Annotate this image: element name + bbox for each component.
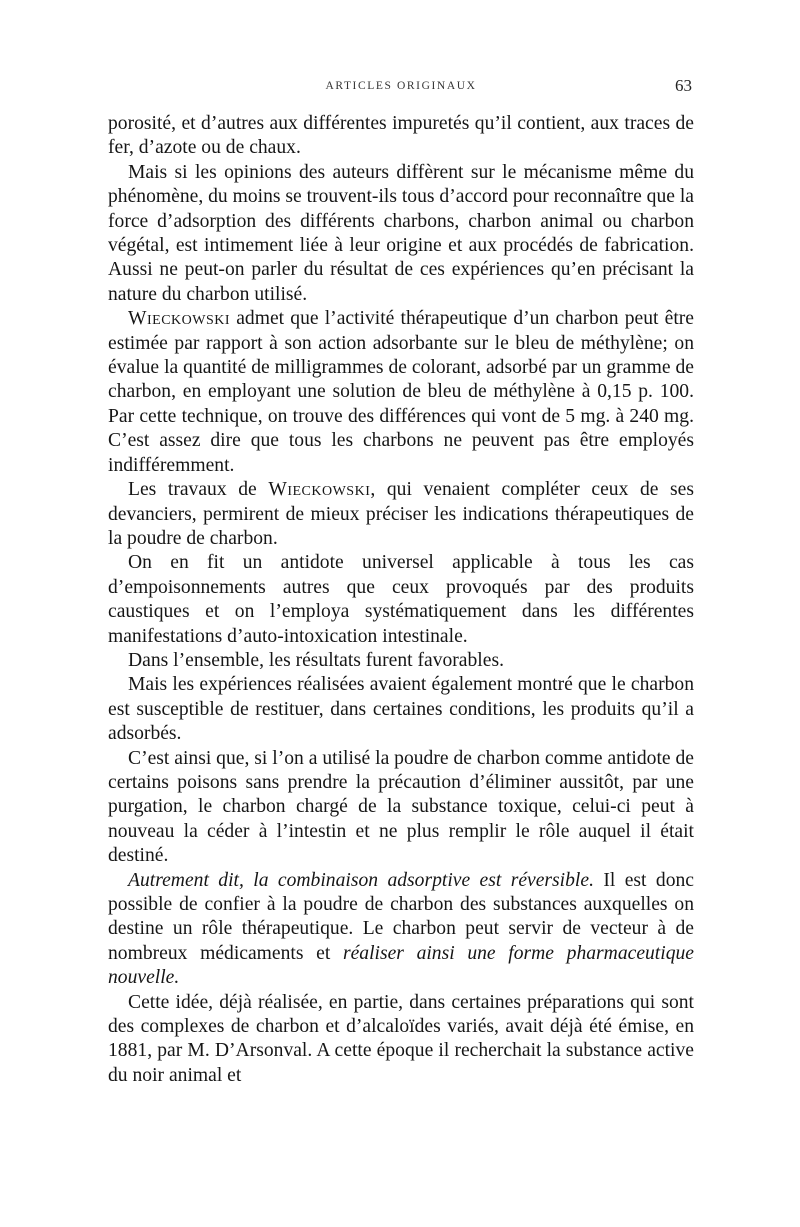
paragraph-text: Les travaux de bbox=[128, 479, 269, 501]
paragraph-2: Mais si les opinions des auteurs diffèrent sur le mécanisme même du phénomène, du moins se trouvent-ils tous d’accord pour reconnaître que la force d’adsorption des différents charbons, charbon animal ou charbon végétal, est intimement liée à leur origine et aux procédés de fabrication. Aussi ne peut-on parler du résultat de ces expériences qu’en précisant la nature du charbon utilisé. bbox=[108, 161, 695, 305]
paragraph-1: porosité, et d’autres aux différentes impuretés qu’il contient, aux traces de fer, d’azote ou de chaux. bbox=[108, 113, 694, 159]
italic-phrase: réaliser ainsi une forme pharmaceutique nouvelle. bbox=[108, 942, 694, 989]
author-name: Wieckowski bbox=[268, 479, 371, 501]
running-title: ARTICLES ORIGINAUX bbox=[325, 80, 477, 92]
paragraph-text: Il est donc possible de confier à la poudre de charbon des substances auxquelles on destine un rôle thérapeutique. Le charbon peut servir de vecteur à de nombreux médicaments et bbox=[108, 869, 694, 964]
running-header bbox=[108, 74, 694, 102]
paragraph-8: C’est ainsi que, si l’on a utilisé la poudre de charbon comme antidote de certains poisons sans prendre la précaution d’éliminer aussitôt, par une purgation, le charbon chargé de la substance toxique, celui-ci peut à nouveau la céder à l’intestin et ne plus remplir le rôle auquel il était destiné. bbox=[108, 747, 694, 867]
book-page bbox=[108, 74, 694, 1088]
paragraph-text: , qui venaient compléter ceux de ses devanciers, permirent de mieux préciser les indications thérapeutiques de la poudre de charbon. bbox=[108, 479, 695, 549]
paragraph-text: admet que l’activité thérapeutique d’un charbon peut être estimée par rapport à son action adsorbante sur le bleu de méthylène; on évalue la quantité de milligrammes de colorant, adsorbé par un gramme de charbon, en employant une solution de bleu de méthylène à 0,15 p. 100. Par cette technique, on trouve des différences qui vont de 5 mg. à 240 mg. C’est assez dire que tous les charbons ne peuvent pas être employés indifféremment. bbox=[108, 308, 694, 476]
paragraph-7: Mais les expériences réalisées avaient également montré que le charbon est susceptible de restituer, dans certaines conditions, les produits qu’il a adsorbés. bbox=[108, 674, 694, 745]
paragraph-6: Dans l’ensemble, les résultats furent favorables. bbox=[128, 649, 504, 671]
page-number: 63 bbox=[675, 76, 692, 95]
paragraph-5: On en fit un antidote universel applicable à tous les cas d’empoisonnements autres que ceux provoqués par des produits caustiques et on l’employa systématiquement dans les différentes manifestations d’auto-intoxication intestinale. bbox=[108, 552, 694, 647]
paragraph-4 bbox=[108, 478, 694, 551]
author-name: Wieckowski bbox=[128, 308, 231, 330]
paragraph-3 bbox=[108, 307, 694, 478]
body-text bbox=[108, 112, 694, 1088]
paragraph-9 bbox=[108, 869, 694, 991]
italic-phrase: Autrement dit, la combinaison adsorptive est réversible. bbox=[128, 869, 594, 891]
paragraph-10: Cette idée, déjà réalisée, en partie, dans certaines préparations qui sont des complexes de charbon et d’alcaloïdes variés, avait déjà été émise, en 1881, par M. D’Arsonval. A cette époque il recherchait la substance active du noir animal et bbox=[108, 991, 694, 1086]
